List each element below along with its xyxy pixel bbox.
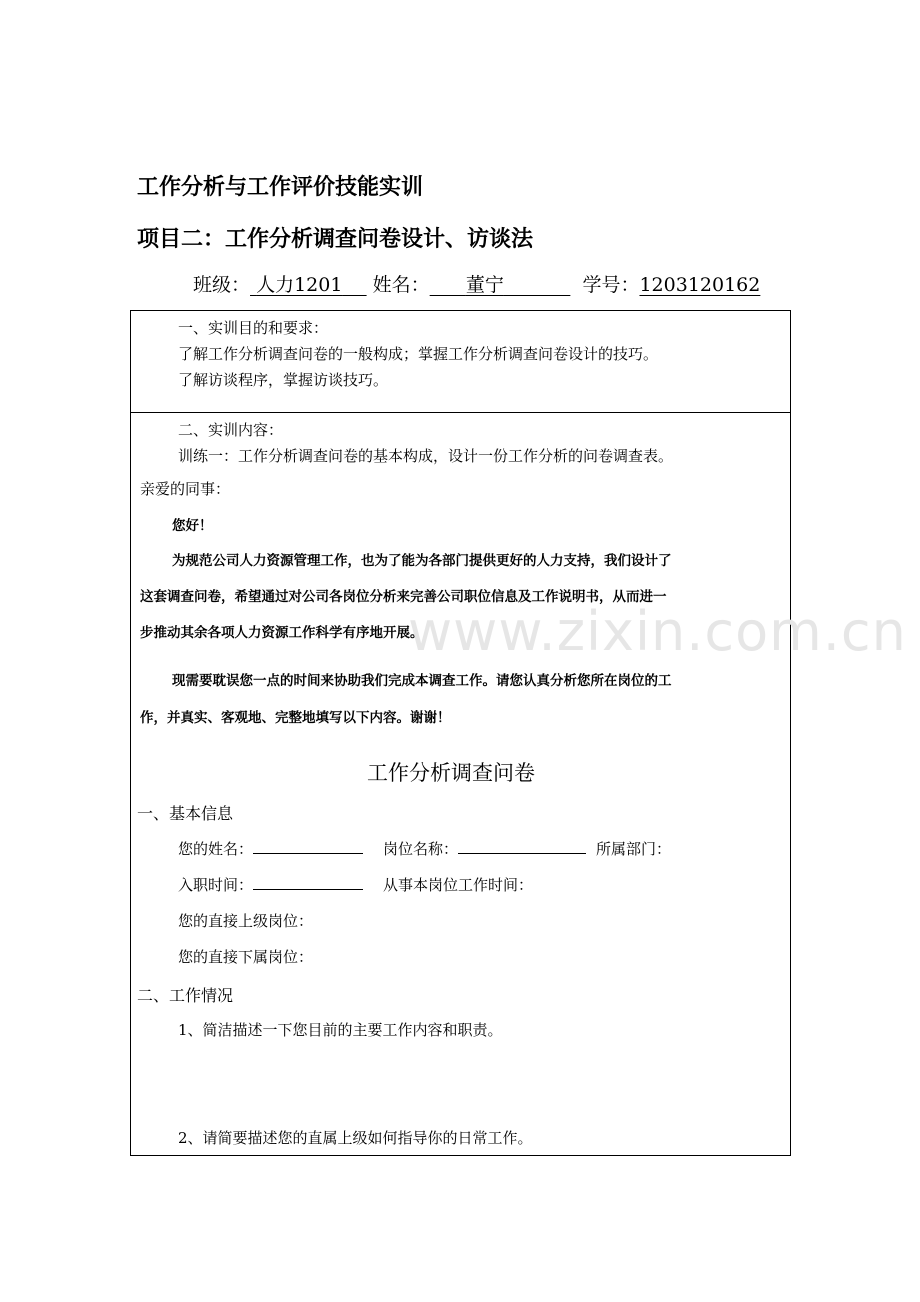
watermark: www.zixin.com.cn (408, 600, 907, 663)
work-situation-heading: 二、工作情况 (137, 986, 234, 1005)
name-label: 姓名： (372, 274, 430, 296)
basic-info-row-1 (178, 838, 671, 859)
name-field-blank (253, 839, 363, 854)
request-line-2: 作，并真实、客观地、完整地填写以下内容。谢谢！ (140, 710, 451, 726)
section1-heading: 一、实训目的和要求： (178, 319, 329, 337)
intro-line-3: 步推动其余各项人力资源工作科学有序地开展。 (140, 625, 424, 641)
entry-date-field-label: 入职时间： (178, 876, 254, 894)
request-line-1: 现需要耽误您一点的时间来协助我们完成本调查工作。请您认真分析您所在岗位的工 (172, 673, 672, 689)
question-2: 2、请简要描述您的直属上级如何指导你的日常工作。 (178, 1129, 533, 1147)
entry-date-field-blank (253, 875, 363, 890)
intro-line-2: 这套调查问卷，希望通过对公司各岗位分析来完善公司职位信息及工作说明书，从而进一 (140, 589, 667, 605)
basic-info-row-2 (178, 874, 533, 895)
section-divider (130, 412, 790, 413)
project-subtitle: 项目二：工作分析调查问卷设计、访谈法 (137, 227, 534, 252)
basic-info-heading: 一、基本信息 (137, 804, 234, 823)
hello-text: 您好！ (172, 518, 213, 534)
id-value: 1203120162 (639, 274, 761, 296)
greeting: 亲爱的同事： (140, 480, 231, 498)
name-field-label: 您的姓名： (178, 840, 254, 858)
question-1: 1、简洁描述一下您目前的主要工作内容和职责。 (178, 1021, 503, 1039)
training-one: 训练一：工作分析调查问卷的基本构成，设计一份工作分析的问卷调查表。 (178, 447, 674, 465)
position-field-blank (458, 839, 586, 854)
class-label: 班级： (193, 274, 251, 296)
supervisor-field-label: 您的直接上级岗位： (178, 912, 314, 930)
tenure-field-label: 从事本岗位工作时间： (383, 876, 534, 894)
student-info (193, 270, 760, 297)
section1-line2: 了解访谈程序，掌握访谈技巧。 (178, 371, 389, 389)
document-title: 工作分析与工作评价技能实训 (137, 175, 424, 200)
subordinate-field-label: 您的直接下属岗位： (178, 948, 314, 966)
section2-heading: 二、实训内容： (178, 421, 284, 439)
questionnaire-title: 工作分析调查问卷 (367, 761, 535, 785)
section1-line1: 了解工作分析调查问卷的一般构成；掌握工作分析调查问卷设计的技巧。 (178, 345, 659, 363)
id-label: 学号： (582, 274, 640, 296)
position-field-label: 岗位名称： (383, 840, 459, 858)
intro-line-1: 为规范公司人力资源管理工作，也为了能为各部门提供更好的人力支持，我们设计了 (172, 553, 672, 569)
name-value: 董宁 (465, 274, 504, 296)
class-value: 人力1201 (256, 274, 343, 296)
department-field-label: 所属部门： (596, 840, 672, 858)
